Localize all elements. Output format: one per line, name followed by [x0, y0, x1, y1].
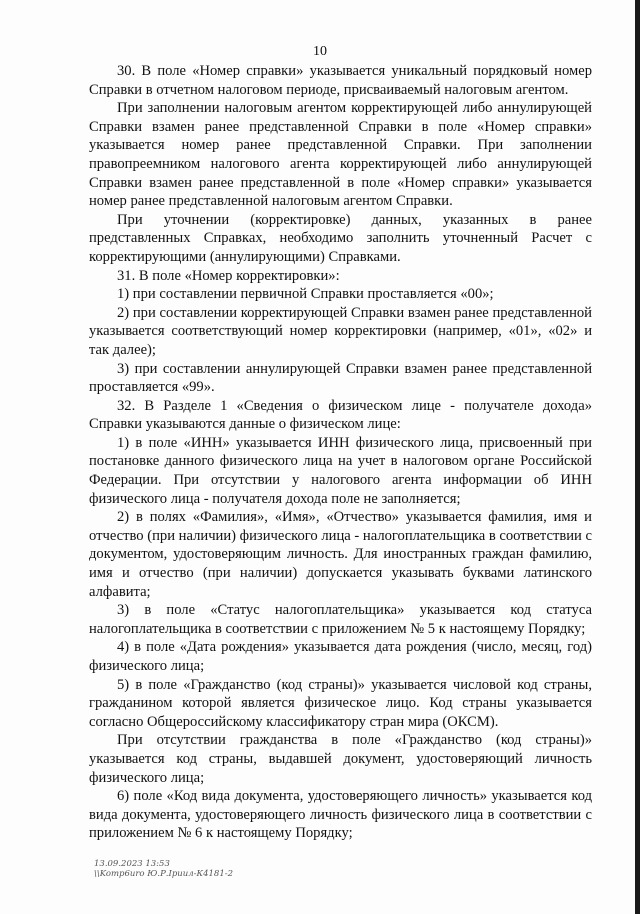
document-footer	[94, 859, 233, 879]
paragraph-32-item-1: 1) в поле «ИНН» указывается ИНН физического лица, присвоенный при постановке данного физического лица на учет в налоговом органе Российской Федерации. При отсутствии у налогового агента информации об ИНН физического лица - получателя дохода поле не заполняется;	[89, 434, 592, 507]
paragraph-30-clarification: При уточнении (корректировке) данных, указанных в ранее представленных Справках, необходимо заполнить уточненный Расчет с корректирующими (аннулирующими) Справками.	[89, 211, 592, 265]
paragraph-30-correction: При заполнении налоговым агентом корректирующей либо аннулирующей Справки взамен ранее представленной Справки в поле «Номер справки» указывается номер ранее представленной Справки. При заполнении правопреемником налогового агента корректирующей либо аннулирующей Справки взамен ранее представленной в поле «Номер справки» указывается номер ранее представленной налоговым агентом Справки.	[89, 100, 592, 210]
paragraph-31-item-1: 1) при составлении первичной Справки проставляется «00»;	[117, 286, 494, 303]
paragraph-32-item-4: 4) в поле «Дата рождения» указывается дата рождения (число, месяц, год) физического лица;	[89, 639, 592, 674]
footer-timestamp: 13.09.2023 13:53	[94, 859, 170, 869]
paragraph-32-item-2: 2) в полях «Фамилия», «Имя», «Отчество» указывается фамилия, имя и отчество (при наличии) физического лица - налогоплательщика в соответствии с документом, удостоверяющим личность. Для иностранных граждан фамилию, имя и отчество (при наличии) допускается указывать буквами латинского алфавита;	[89, 509, 592, 600]
document-body	[89, 62, 592, 843]
paragraph-32-item-5-note: При отсутствии гражданства в поле «Гражданство (код страны)» указывается код страны, выдавшей документ, удостоверяющий личность физического лица;	[89, 732, 592, 786]
paragraph-32-item-3: 3) в поле «Статус налогоплательщика» указывается код статуса налогоплательщика в соответствии с приложением № 5 к настоящему Порядку;	[89, 602, 592, 637]
paragraph-32: 32. В Разделе 1 «Сведения о физическом лице - получателе дохода» Справки указываются данные о физическом лице:	[89, 397, 592, 433]
paragraph-31: 31. В поле «Номер корректировки»:	[117, 267, 340, 284]
scan-edge	[635, 0, 640, 914]
footer-file-path: \\Komp6uro Ю.Р.Ірuuл-К4181-2	[94, 869, 234, 879]
paragraph-31-item-3: 3) при составлении аннулирующей Справки взамен ранее представленной проставляется «99».	[89, 360, 592, 396]
paragraph-32-item-5: 5) в поле «Гражданство (код страны)» указывается числовой код страны, гражданином которой является физическое лицо. Код страны указывается согласно Общероссийскому классификатору стран мира (ОКСМ).	[89, 676, 592, 730]
paragraph-31-item-2: 2) при составлении корректирующей Справки взамен ранее представленной указывается соответствующий номер корректировки (например, «01», «02» и так далее);	[89, 304, 592, 358]
paragraph-30: 30. В поле «Номер справки» указывается уникальный порядковый номер Справки в отчетном налоговом периоде, присваиваемый налоговым агентом.	[89, 63, 592, 98]
paragraph-32-item-6: 6) поле «Код вида документа, удостоверяющего личность» указывается код вида документа, удостоверяющего личность физического лица в соответствии с приложением № 6 к настоящему Порядку;	[89, 788, 592, 842]
page-number: 10	[313, 44, 327, 59]
